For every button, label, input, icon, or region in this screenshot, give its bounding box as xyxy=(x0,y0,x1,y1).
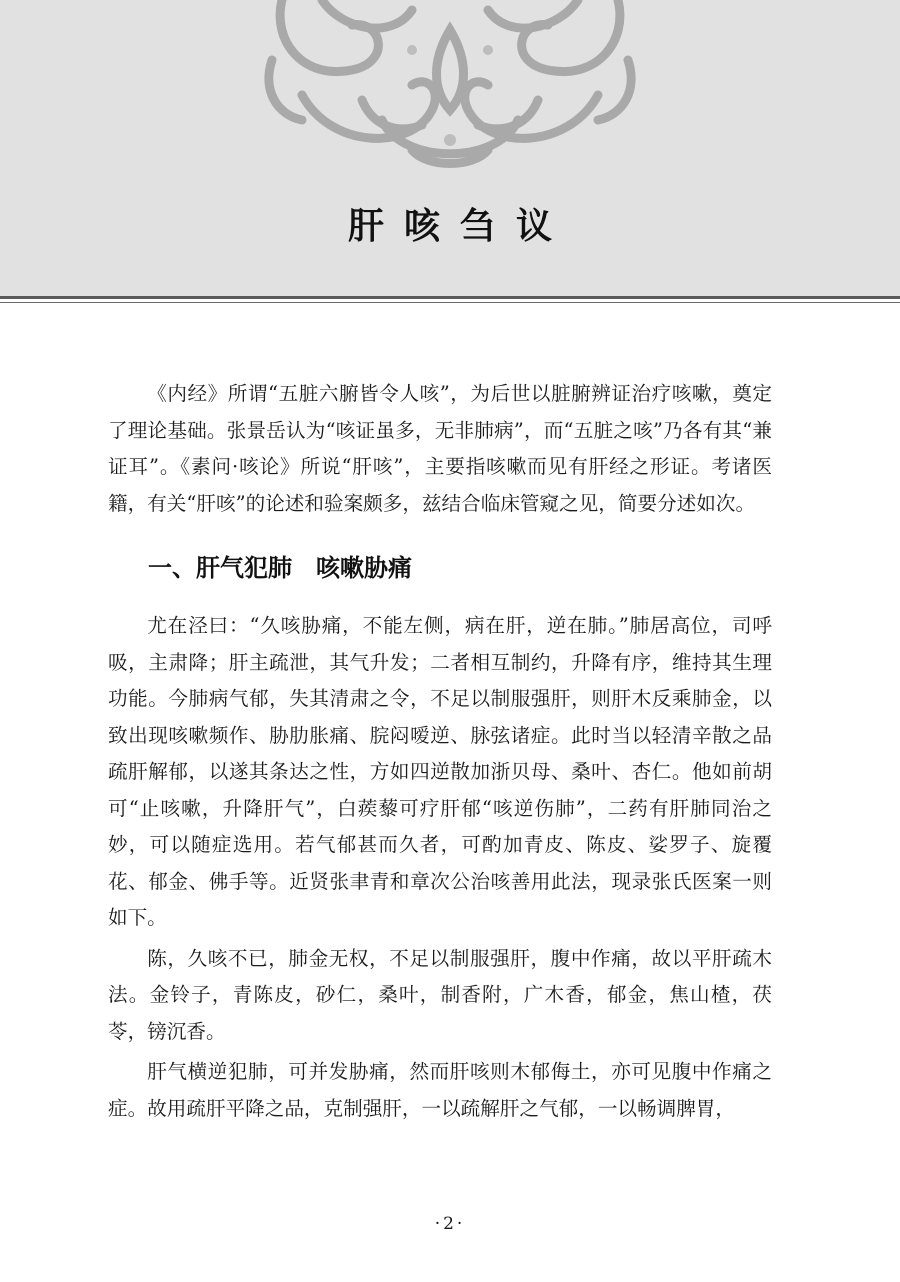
section-paragraph-1: 尤在泾曰：“久咳胁痛，不能左侧，病在肝，逆在肺。”肺居高位，司呼吸，主肃降；肝主疏泄，其气升发；二者相互制约，升降有序，维持其生理功能。今肺病气郁，失其清肃之令，不足以制服强肝，则肝木反乘肺金，以致出现咳嗽频作、胁肋胀痛、脘闷嗳逆、脉弦诸症。此时当以轻清辛散之品疏肝解郁，以遂其条达之性，方如四逆散加浙贝母、桑叶、杏仁。他如前胡可“止咳嗽，升降肝气”，白蒺藜可疗肝郁“咳逆伤肺”，二药有肝肺同治之妙，可以随症选用。若气郁甚而久者，可酌加青皮、陈皮、娑罗子、旋覆花、郁金、佛手等。近贤张聿青和章次公治咳善用此法，现录张氏医案一则如下。 xyxy=(108,614,772,929)
section-paragraph-2: 陈，久咳不已，肺金无权，不足以制服强肝，腹中作痛，故以平肝疏木法。金铃子，青陈皮，砂仁，桑叶，制香附，广木香，郁金，焦山楂，茯苓，镑沉香。 xyxy=(108,946,772,1043)
body-text xyxy=(108,376,772,1131)
section-paragraph-3: 肝气横逆犯肺，可并发胁痛，然而肝咳则木郁侮土，亦可见腹中作痛之症。故用疏肝平降之品，克制强肝，一以疏解肝之气郁，一以畅调脾胃， xyxy=(108,1060,772,1120)
chapter-header-band xyxy=(0,0,900,296)
section-heading: 一、肝气犯肺 咳嗽胁痛 xyxy=(148,554,412,582)
floral-scroll-ornament-icon xyxy=(262,0,638,172)
page-number: ·2· xyxy=(434,1214,466,1234)
header-divider-thin xyxy=(0,302,900,303)
intro-paragraph: 《内经》所谓“五脏六腑皆令人咳”，为后世以脏腑辨证治疗咳嗽，奠定了理论基础。张景岳认为“咳证虽多，无非肺病”，而“五脏之咳”乃各有其“兼证耳”。《素问·咳论》所说“肝咳”，主要指咳嗽而见有肝经之形证。考诸医籍，有关“肝咳”的论述和验案颇多，兹结合临床管窥之见，简要分述如次。 xyxy=(108,382,772,515)
header-divider-thick xyxy=(0,296,900,299)
chapter-title: 肝咳刍议 xyxy=(347,206,572,247)
